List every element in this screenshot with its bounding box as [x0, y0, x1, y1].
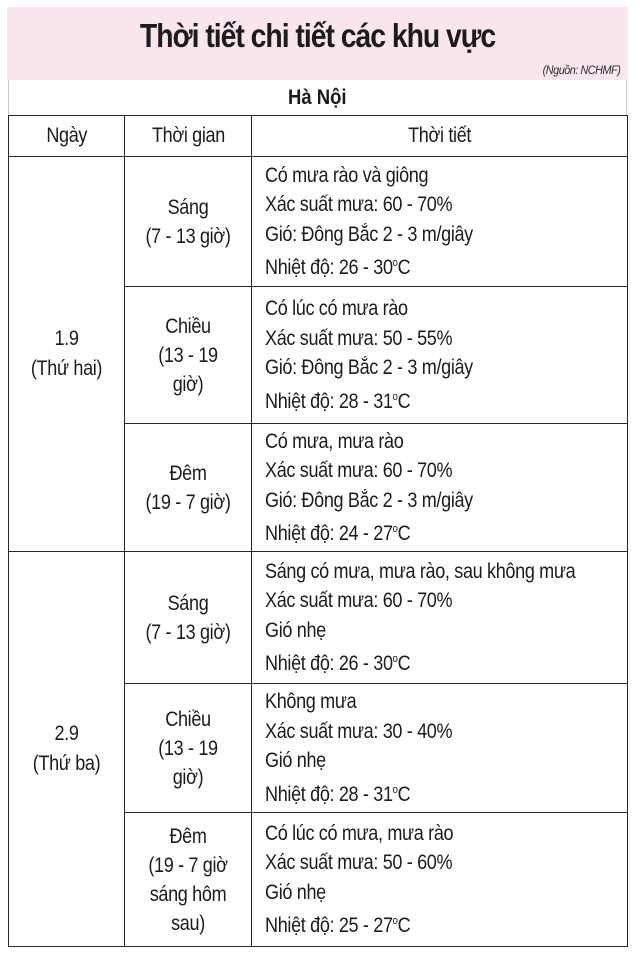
weather-summary: Sáng có mưa, mưa rào, sau không mưa — [265, 559, 576, 583]
time-cell — [125, 552, 252, 684]
rain-probability: Xác suất mưa: 60 - 70% — [265, 459, 453, 482]
time-label: Chiều — [165, 314, 211, 338]
region-heading — [8, 80, 627, 116]
time-range: sau) — [171, 911, 205, 935]
column-header-day: Ngày — [9, 116, 125, 157]
weather-table — [8, 115, 628, 947]
wind: Gió: Đông Bắc 2 - 3 m/giây — [265, 356, 473, 379]
time-label: Sáng — [167, 591, 209, 615]
weather-summary: Có mưa rào và giông — [265, 163, 429, 187]
weather-cell — [252, 287, 628, 424]
time-range: (13 - 19 — [158, 343, 218, 367]
day-date: 1.9 — [54, 327, 79, 350]
rain-probability: Xác suất mưa: 50 - 55% — [265, 326, 453, 350]
temperature: Nhiệt độ: 28 - 31$^o$C — [265, 782, 411, 806]
column-header-time: Thời gian — [125, 116, 252, 157]
rain-probability: Xác suất mưa: 60 - 70% — [265, 193, 453, 216]
time-cell — [125, 287, 252, 424]
weather-cell — [252, 813, 628, 947]
column-header-weather: Thời tiết — [252, 116, 628, 157]
region-name: Hà Nội — [288, 86, 347, 109]
wind: Gió: Đông Bắc 2 - 3 m/giây — [265, 222, 473, 246]
weather-cell — [252, 424, 628, 552]
day-date: 2.9 — [54, 722, 79, 745]
wind: Gió nhẹ — [265, 618, 326, 642]
wind: Gió: Đông Bắc 2 - 3 m/giây — [265, 488, 473, 512]
time-range: (7 - 13 giờ) — [145, 620, 231, 644]
page-title: Thời tiết chi tiết các khu vực — [139, 17, 496, 54]
temperature: Nhiệt độ: 26 - 30$^o$C — [265, 652, 411, 675]
day-cell — [9, 157, 125, 552]
time-range: (19 - 7 giờ — [148, 853, 228, 877]
time-range: giờ) — [172, 765, 204, 789]
time-label: Đêm — [169, 461, 207, 485]
temperature: Nhiệt độ: 25 - 27$^o$C — [265, 914, 411, 937]
time-range: (13 - 19 — [158, 736, 218, 760]
time-cell — [125, 684, 252, 813]
weather-cell — [252, 552, 628, 684]
temperature: Nhiệt độ: 26 - 30$^o$C — [265, 256, 411, 279]
time-label: Đêm — [169, 824, 207, 848]
time-range: giờ) — [172, 372, 204, 396]
day-weekday: (Thứ ba) — [32, 752, 101, 775]
weather-cell — [252, 684, 628, 813]
rain-probability: Xác suất mưa: 50 - 60% — [265, 851, 453, 874]
weather-cell — [252, 157, 628, 287]
rain-probability: Xác suất mưa: 30 - 40% — [265, 719, 453, 743]
weather-summary: Có mưa, mưa rào — [265, 429, 404, 453]
day-weekday: (Thứ hai) — [30, 357, 103, 380]
time-range: (19 - 7 giờ) — [145, 490, 231, 514]
rain-probability: Xác suất mưa: 60 - 70% — [265, 589, 453, 612]
weather-summary: Có lúc có mưa rào — [265, 297, 408, 320]
weather-summary: Không mưa — [265, 690, 357, 713]
temperature: Nhiệt độ: 24 - 27$^o$C — [265, 522, 411, 545]
wind: Gió nhẹ — [265, 749, 326, 772]
time-cell — [125, 157, 252, 287]
weather-summary: Có lúc có mưa, mưa rào — [265, 821, 454, 845]
time-range: (7 - 13 giờ) — [145, 224, 231, 248]
time-range: sáng hôm — [149, 882, 227, 906]
time-cell — [125, 813, 252, 947]
temperature: Nhiệt độ: 28 - 31$^o$C — [265, 389, 411, 413]
source-credit: (Nguồn: NCHMF) — [542, 63, 620, 77]
table-row — [9, 157, 628, 287]
day-cell — [9, 552, 125, 947]
wind: Gió nhẹ — [265, 880, 326, 904]
title-banner — [7, 7, 628, 80]
table-header-row — [9, 116, 628, 157]
time-cell — [125, 424, 252, 552]
table-row — [9, 552, 628, 684]
time-label: Sáng — [167, 195, 209, 219]
time-label: Chiều — [165, 707, 211, 731]
